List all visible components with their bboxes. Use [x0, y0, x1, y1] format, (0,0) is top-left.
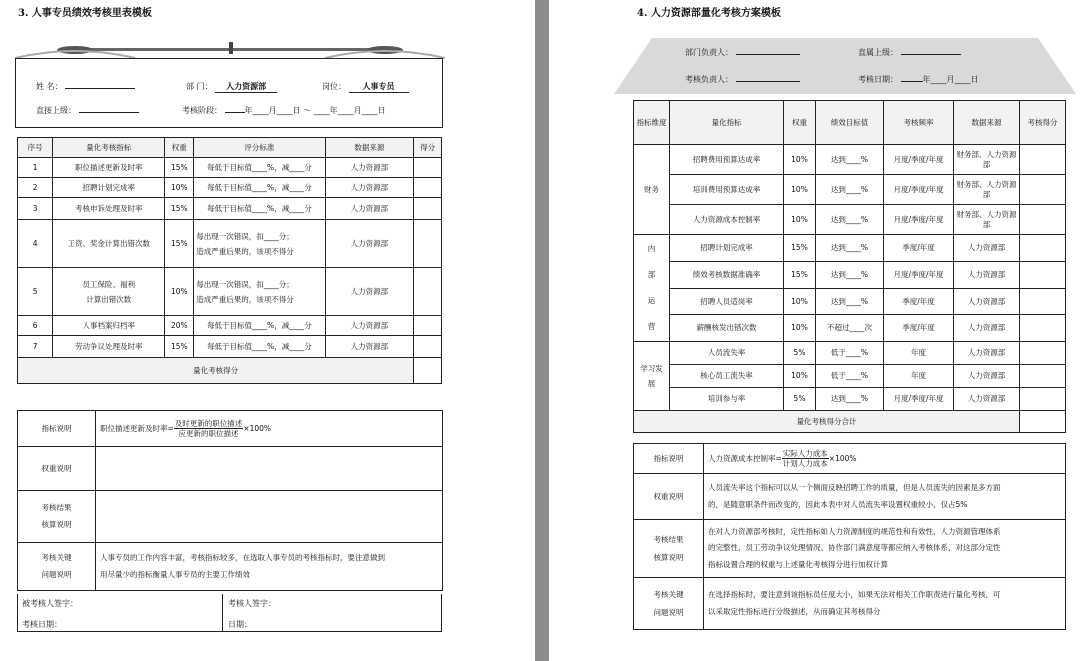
- dim-finance: 财务: [634, 145, 670, 235]
- right-date-text: 年____月____日: [922, 75, 979, 84]
- table-row: 2 招聘计划完成率 10% 每低于目标值____%，减____分 人力资源部: [18, 178, 442, 198]
- table-row: 5 员工保险、福利 计算出错次数 10% 每出现一次错误，扣____分； 造成严重后果的，该项不得分 人力资源部: [18, 268, 442, 316]
- dim-internal: 内 部 运 营: [634, 235, 670, 342]
- left-section-title: 3. 人事专员绩效考核里表模板: [18, 8, 152, 19]
- result-note-row: 考核结果 核算说明: [18, 491, 443, 543]
- right-superior-label: 直属上级：: [858, 48, 898, 57]
- score-cell[interactable]: [1020, 235, 1066, 262]
- table-row: 核心员工流失率 10% 低于____% 年度 人力资源部: [634, 365, 1066, 388]
- assessor-sign-label: 考核人签字：: [228, 599, 276, 608]
- score-cell[interactable]: [414, 220, 442, 268]
- period-text: 年____月____日 ～ ____年____月____日: [244, 106, 386, 115]
- table-row: 培训费用预算达成率 10% 达到____% 月度/季度/年度 财务部、人力资源部: [634, 175, 1066, 205]
- score-cell[interactable]: [1020, 205, 1066, 235]
- weight-note-row: 权重说明 人员流失率这个指标可以从一个侧面反映招聘工作的质量，但是人员流失的因素是多方面 的，是随意职条件而改变的，因此本表中对人员流失率设置权重较小，仅占5%: [634, 474, 1066, 520]
- table-row: 招聘人员适岗率 10% 达到____% 季度/年度 人力资源部: [634, 288, 1066, 315]
- right-kpi-table: [633, 100, 1066, 433]
- indicator-note-row: 指标说明 职位描述更新及时率= $\frac{\text{及时更新的职位描述}}{\text{应更新的职位描述}}$ ×100%: [18, 411, 443, 447]
- score-cell[interactable]: [1020, 261, 1066, 288]
- superior-label: 直接上级：: [36, 106, 76, 115]
- key-note-row: 考核关键 问题说明 在选择指标时，要注意到该指标员任度大小，如果无法对相关工作职责进行量化考核，可 以采取定性指标进行分级描述，从而确定其考核得分: [634, 578, 1066, 630]
- table-row: 薪酬核发出错次数 10% 不超过____次 季度/年度 人力资源部: [634, 315, 1066, 342]
- position-value: 人事专员: [349, 81, 409, 93]
- table-row: 财务 招聘费用预算达成率 10% 达到____% 月度/季度/年度 财务部、人力资源部: [634, 145, 1066, 175]
- right-date-label: 考核日期：: [858, 75, 898, 84]
- left-kpi-table: [17, 137, 442, 419]
- superior-field[interactable]: [79, 112, 139, 113]
- table-row: 3 考核申诉处理及时率 15% 每低于目标值____%，减____分 人力资源部: [18, 198, 442, 220]
- score-cell[interactable]: [1020, 288, 1066, 315]
- table-row: 学习发展 人员流失率 5% 低于____% 年度 人力资源部: [634, 342, 1066, 365]
- score-cell[interactable]: [414, 178, 442, 198]
- score-cell[interactable]: [1020, 342, 1066, 365]
- score-cell[interactable]: [1020, 388, 1066, 411]
- table-row: 6 人事档案归档率 20% 每低于目标值____%，减____分 人力资源部: [18, 316, 442, 336]
- weight-note-row: 权重说明: [18, 447, 443, 491]
- dept-value: 人力资源部: [215, 81, 277, 93]
- score-cell[interactable]: [414, 336, 442, 358]
- score-total-row: 量化考核得分合计: [634, 411, 1066, 433]
- result-note-row: 考核结果 核算说明 在对人力资源部考核时，定性指标如人力资源制度的规范性和有效性、人力资源管理体系 的完整性、员工劳动争议处理情况、协作部门满意度等都应纳入考核体系，对这部分定性 指标设置合理的权重与上述量化考核得分进行加权计算: [634, 520, 1066, 578]
- score-total-cell[interactable]: [414, 358, 442, 384]
- table-header-row: 序号 量化考核指标 权重 评分标准 数据来源 得分: [18, 138, 442, 158]
- formula-fraction: $\frac{\text{实际人力成本}}{\text{计划人力成本}}$: [782, 448, 828, 468]
- name-field[interactable]: [65, 88, 135, 89]
- score-total-row: 量化考核得分: [18, 358, 442, 384]
- score-cell[interactable]: [414, 268, 442, 316]
- assessee-sign-label: 被考核人签字：: [22, 599, 78, 608]
- score-cell[interactable]: [414, 316, 442, 336]
- table-row: 人力资源成本控制率 10% 达到____% 月度/季度/年度 财务部、人力资源部: [634, 205, 1066, 235]
- table-row: 7 劳动争议处理及时率 15% 每低于目标值____%，减____分 人力资源部: [18, 336, 442, 358]
- key-note-row: 考核关键 问题说明 人事专员的工作内容丰富，考核指标较多，在选取人事专员的考核指标时，要注意做到 用尽量少的指标衡量人事专员的主要工作绩效: [18, 543, 443, 591]
- table-row: 绩效考核数据准确率 15% 达到____% 月度/季度/年度 人力资源部: [634, 261, 1066, 288]
- score-cell[interactable]: [1020, 365, 1066, 388]
- indicator-note-row: 指标说明 人力资源成本控制率= $\frac{\text{实际人力成本}}{\text{计划人力成本}}$ ×100%: [634, 444, 1066, 474]
- score-cell[interactable]: [414, 158, 442, 178]
- score-cell[interactable]: [1020, 175, 1066, 205]
- table-row: 4 工资、奖金计算出错次数 15% 每出现一次错误，扣____分； 造成严重后果的，该项不得分 人力资源部: [18, 220, 442, 268]
- score-total-cell[interactable]: [1020, 411, 1066, 433]
- date-label: 日期：: [228, 620, 252, 629]
- left-page: [0, 0, 535, 661]
- right-superior-field[interactable]: [901, 54, 961, 55]
- page-divider: [535, 0, 549, 661]
- assess-date-label: 考核日期：: [22, 620, 62, 629]
- dept-head-field[interactable]: [736, 54, 800, 55]
- dim-growth: 学习发展: [634, 342, 670, 411]
- employee-info-box: [15, 58, 443, 128]
- table-row: 内 部 运 营 招聘计划完成率 15% 达到____% 季度/年度 人力资源部: [634, 235, 1066, 262]
- formula-fraction: $\frac{\text{及时更新的职位描述}}{\text{应更新的职位描述}}$: [174, 418, 243, 438]
- right-section-title: 4. 人力资源部量化考核方案模板: [637, 8, 781, 19]
- assessor-label: 考核负责人：: [685, 75, 733, 84]
- right-notes-table: [633, 443, 1066, 630]
- name-label: 姓 名：: [36, 82, 63, 91]
- score-cell[interactable]: [414, 198, 442, 220]
- table-header-row: 指标维度 量化指标 权重 绩效目标值 考核频率 数据来源 考核得分: [634, 101, 1066, 145]
- period-label: 考核阶段：: [182, 106, 222, 115]
- assessor-field[interactable]: [736, 81, 800, 82]
- dept-head-label: 部门负责人：: [685, 48, 733, 57]
- score-cell[interactable]: [1020, 315, 1066, 342]
- score-cell[interactable]: [1020, 145, 1066, 175]
- table-row: 1 职位描述更新及时率 15% 每低于目标值____%，减____分 人力资源部: [18, 158, 442, 178]
- info-banner-shape: [614, 38, 1076, 94]
- position-label: 岗位：: [322, 82, 346, 91]
- dept-label: 部 门：: [186, 82, 213, 91]
- left-notes-table: [17, 410, 443, 591]
- signature-area: [17, 594, 442, 632]
- table-row: 培训参与率 5% 达到____% 月度/季度/年度 人力资源部: [634, 388, 1066, 411]
